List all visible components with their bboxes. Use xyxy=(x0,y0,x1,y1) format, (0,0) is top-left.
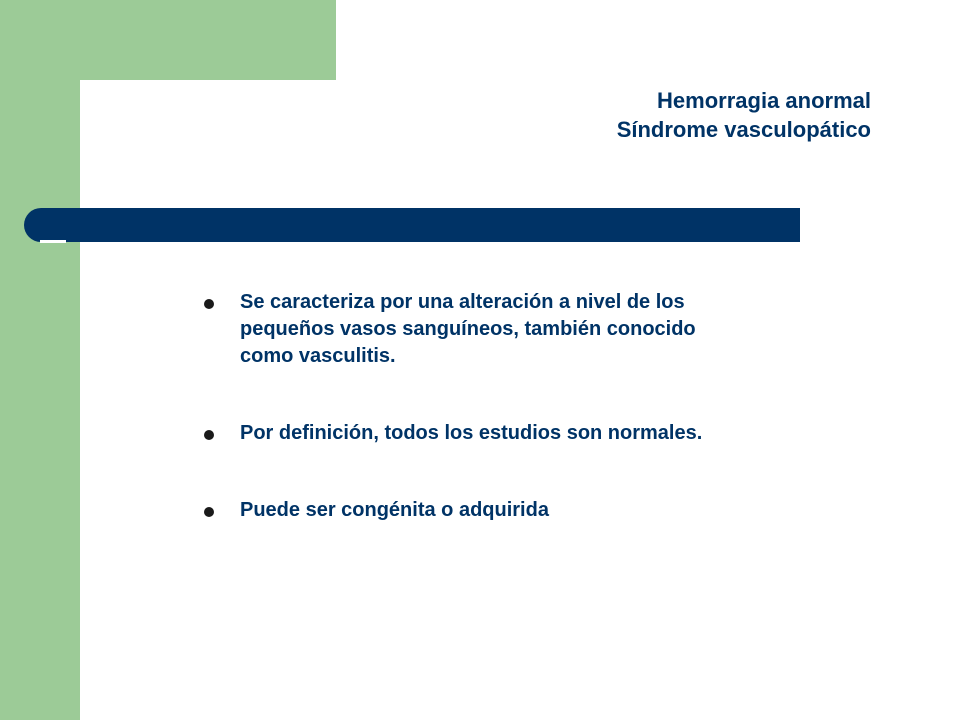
title-line-2: Síndrome vasculopático xyxy=(616,117,871,142)
decorative-green-block xyxy=(0,0,336,80)
bullet-text-line: Se caracteriza por una alteración a nivel de los xyxy=(240,291,685,313)
decorative-rounded-corner xyxy=(80,80,140,140)
decorative-green-strip xyxy=(0,0,80,720)
bullet-item xyxy=(204,497,884,524)
bullet-text: Por definición, todos los estudios son normales. xyxy=(240,422,703,444)
slide-title xyxy=(617,86,871,144)
bullet-list xyxy=(204,289,884,524)
bullet-item xyxy=(204,289,884,370)
title-rule-bar xyxy=(24,208,800,242)
bullet-text: Puede ser congénita o adquirida xyxy=(240,499,549,521)
bullet-item xyxy=(204,420,884,447)
bullet-dot-icon xyxy=(204,507,214,517)
title-rule-notch xyxy=(40,240,66,243)
title-line-1: Hemorragia anormal xyxy=(657,88,871,113)
bullet-dot-icon xyxy=(204,430,214,440)
bullet-text-line: como vasculitis. xyxy=(240,345,396,367)
bullet-text-line: pequeños vasos sanguíneos, también conocido xyxy=(240,318,696,340)
bullet-dot-icon xyxy=(204,299,214,309)
